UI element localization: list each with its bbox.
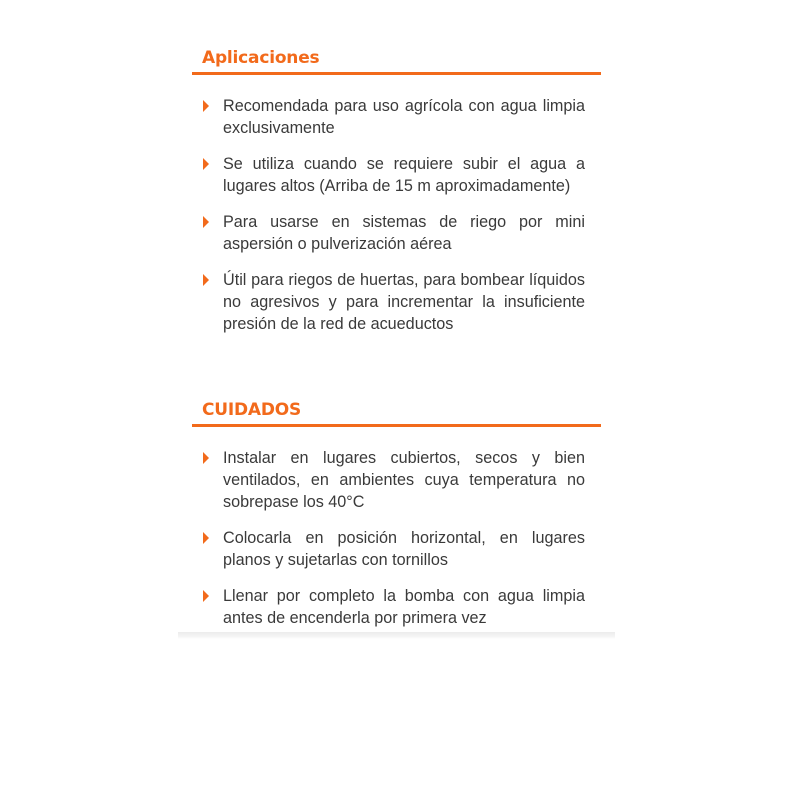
bullet-list bbox=[192, 95, 601, 335]
list-item bbox=[192, 153, 601, 197]
section-title: Aplicaciones bbox=[202, 48, 320, 68]
caret-right-icon bbox=[203, 100, 209, 112]
list-item-text: Instalar en lugares cubiertos, secos y bien ventilados, en ambientes cuya temperatura no sobrepase los 40°C bbox=[223, 449, 585, 511]
bottom-shadow-divider bbox=[178, 632, 615, 639]
list-item bbox=[192, 211, 601, 255]
list-item-text: Útil para riegos de huertas, para bombear líquidos no agresivos y para incrementar la insuficiente presión de la red de acueductos bbox=[223, 271, 585, 333]
caret-right-icon bbox=[203, 274, 209, 286]
content-panel bbox=[178, 0, 615, 640]
section-cuidados bbox=[192, 400, 601, 629]
bullet-list bbox=[192, 447, 601, 629]
list-item bbox=[192, 269, 601, 335]
caret-right-icon bbox=[203, 158, 209, 170]
list-item-text: Colocarla en posición horizontal, en lugares planos y sujetarlas con tornillos bbox=[223, 529, 585, 569]
list-item bbox=[192, 527, 601, 571]
caret-right-icon bbox=[203, 216, 209, 228]
section-aplicaciones bbox=[192, 48, 601, 335]
list-item-text: Recomendada para uso agrícola con agua limpia exclusivamente bbox=[223, 97, 585, 137]
list-item-text: Llenar por completo la bomba con agua limpia antes de encenderla por primera vez bbox=[223, 587, 585, 627]
caret-right-icon bbox=[203, 452, 209, 464]
section-divider bbox=[192, 424, 601, 427]
caret-right-icon bbox=[203, 532, 209, 544]
section-title: CUIDADOS bbox=[202, 400, 302, 420]
caret-right-icon bbox=[203, 590, 209, 602]
list-item bbox=[192, 95, 601, 139]
list-item-text: Para usarse en sistemas de riego por mini aspersión o pulverización aérea bbox=[223, 213, 585, 253]
list-item-text: Se utiliza cuando se requiere subir el agua a lugares altos (Arriba de 15 m aproximadamente) bbox=[223, 155, 585, 195]
list-item bbox=[192, 447, 601, 513]
list-item bbox=[192, 585, 601, 629]
section-divider bbox=[192, 72, 601, 75]
